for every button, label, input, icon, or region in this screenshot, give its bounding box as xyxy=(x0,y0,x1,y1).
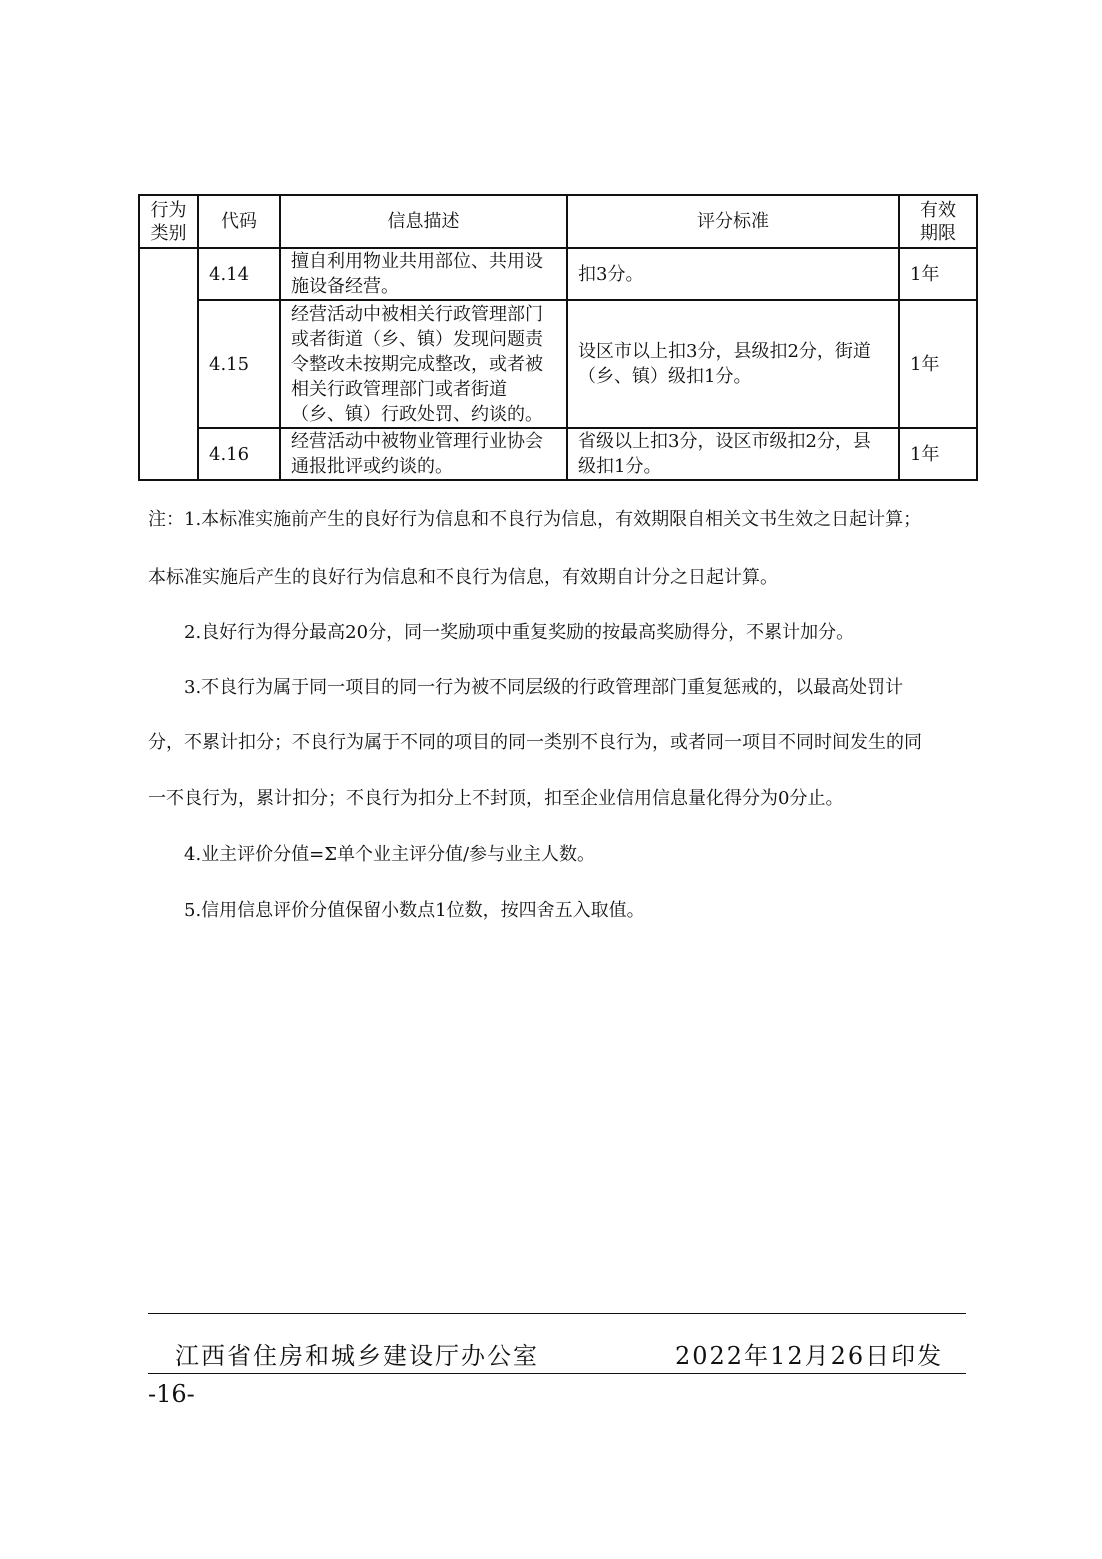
table-row xyxy=(139,428,977,480)
code-cell: 4.14 xyxy=(198,248,280,300)
category-cell xyxy=(139,248,198,480)
validity-cell: 1年 xyxy=(899,248,977,300)
note-line: 3.不良行为属于同一项目的同一行为被不同层级的行政管理部门重复惩戒的，以最高处罚计 xyxy=(184,677,904,698)
standard-cell: 省级以上扣3分，设区市级扣2分，县级扣1分。 xyxy=(567,428,899,480)
header-validity: 有效 期限 xyxy=(899,195,977,248)
table-row xyxy=(139,300,977,428)
header-standard: 评分标准 xyxy=(567,195,899,248)
description-cell: 经营活动中被相关行政管理部门或者街道（乡、镇）发现问题责令整改未按期完成整改，或者被相关行政管理部门或者街道（乡、镇）行政处罚、约谈的。 xyxy=(280,300,567,428)
header-code: 代码 xyxy=(198,195,280,248)
validity-cell: 1年 xyxy=(899,300,977,428)
note-line: 4.业主评价分值=Σ单个业主评分值/参与业主人数。 xyxy=(184,844,596,865)
header-category: 行为 类别 xyxy=(139,195,198,248)
code-cell: 4.15 xyxy=(198,300,280,428)
note-line: 2.良好行为得分最高20分，同一奖励项中重复奖励的按最高奖励得分，不累计加分。 xyxy=(184,622,855,643)
note-line: 注：1.本标准实施前产生的良好行为信息和不良行为信息，有效期限自相关文书生效之日起计算； xyxy=(148,509,922,530)
issuing-office: 江西省住房和城乡建设厅办公室 xyxy=(175,1342,539,1370)
description-cell: 擅自利用物业共用部位、共用设施设备经营。 xyxy=(280,248,567,300)
validity-cell: 1年 xyxy=(899,428,977,480)
issue-date: 2022年12月26日印发 xyxy=(675,1342,944,1370)
code-cell: 4.16 xyxy=(198,428,280,480)
footer-bottom-rule xyxy=(148,1373,966,1374)
table-row xyxy=(139,248,977,300)
credit-scoring-table xyxy=(138,194,978,481)
note-line: 分，不累计扣分；不良行为属于不同的项目的同一类别不良行为，或者同一项目不同时间发生的同 xyxy=(148,732,922,753)
table-header-row xyxy=(139,195,977,248)
note-line: 本标准实施后产生的良好行为信息和不良行为信息，有效期自计分之日起计算。 xyxy=(148,567,778,588)
header-description: 信息描述 xyxy=(280,195,567,248)
description-cell: 经营活动中被物业管理行业协会通报批评或约谈的。 xyxy=(280,428,567,480)
standard-cell: 设区市以上扣3分，县级扣2分，街道（乡、镇）级扣1分。 xyxy=(567,300,899,428)
note-line: 5.信用信息评价分值保留小数点1位数，按四舍五入取值。 xyxy=(184,900,645,921)
footer-top-rule xyxy=(148,1313,966,1314)
note-line: 一不良行为，累计扣分；不良行为扣分上不封顶，扣至企业信用信息量化得分为0分止。 xyxy=(148,788,844,809)
page-number: -16- xyxy=(148,1380,195,1408)
standard-cell: 扣3分。 xyxy=(567,248,899,300)
